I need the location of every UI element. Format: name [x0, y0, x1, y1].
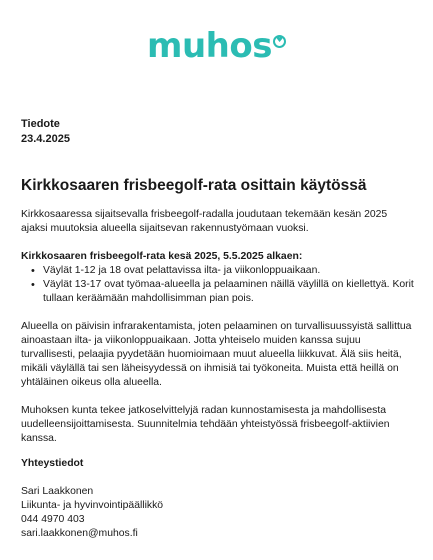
- section-subheading: Kirkkosaaren frisbeegolf-rata kesä 2025, 5.5.2025 alkaen:: [21, 251, 303, 262]
- release-label: Tiedote: [21, 118, 60, 130]
- contact-heading: Yhteystiedot: [21, 458, 84, 469]
- area-paragraph: Alueella on päivisin infrarakentamista, joten pelaaminen on turvallisuussyistä sallittua ainoastaan ilta- ja viikonloppuaikaan. Jotta yhteiselo muiden kanssa sujuu turvallisesti, pelaajia pyydetään huomioimaan muut alueella liikkuvat. Älä siis heitä, mikäli väylällä tai sen läheisyydessä on ihmisiä tai työkoneita. Muista että heillä on yhtäläinen oikeus olla alueella.: [21, 321, 412, 388]
- list-item: • Väylät 1-12 ja 18 ovat pelattavissa ilta- ja viikonloppuaikaan.: [43, 264, 416, 278]
- muhos-logo: [0, 26, 433, 66]
- page-title: Kirkkosaaren frisbeegolf-rata osittain käytössä: [21, 177, 367, 194]
- contact-role: Liikunta- ja hyvinvointipäällikkö: [21, 500, 164, 511]
- heart-icon: [273, 35, 286, 48]
- contact-email: sari.laakkonen@muhos.fi: [21, 528, 138, 539]
- list-item: • Väylät 13-17 ovat työmaa-alueella ja pelaaminen näillä väylillä on kiellettyä. Korit tullaan keräämään mahdollisimman pian pois.: [43, 278, 416, 306]
- intro-paragraph: Kirkkosaaressa sijaitsevalla frisbeegolf-radalla joudutaan tekemään kesän 2025 ajaksi muutoksia alueella sijaitsevan rakennustyömaan vuoksi.: [21, 209, 388, 234]
- document-body: [21, 208, 416, 446]
- contact-block: [21, 457, 163, 541]
- contact-name: Sari Laakkonen: [21, 486, 94, 497]
- contact-phone: 044 4970 403: [21, 514, 85, 525]
- logo-wordmark: muhos: [147, 26, 272, 66]
- release-date: 23.4.2025: [21, 133, 70, 145]
- closing-paragraph: Muhoksen kunta tekee jatkoselvittelyjä radan kunnostamisesta ja mahdollisesta uudelleensijoittamisesta. Suunnitelmia tehdään yhteistyössä frisbeegolf-aktiivien kanssa.: [21, 405, 390, 444]
- release-meta: [21, 117, 70, 147]
- rules-list: [21, 264, 416, 306]
